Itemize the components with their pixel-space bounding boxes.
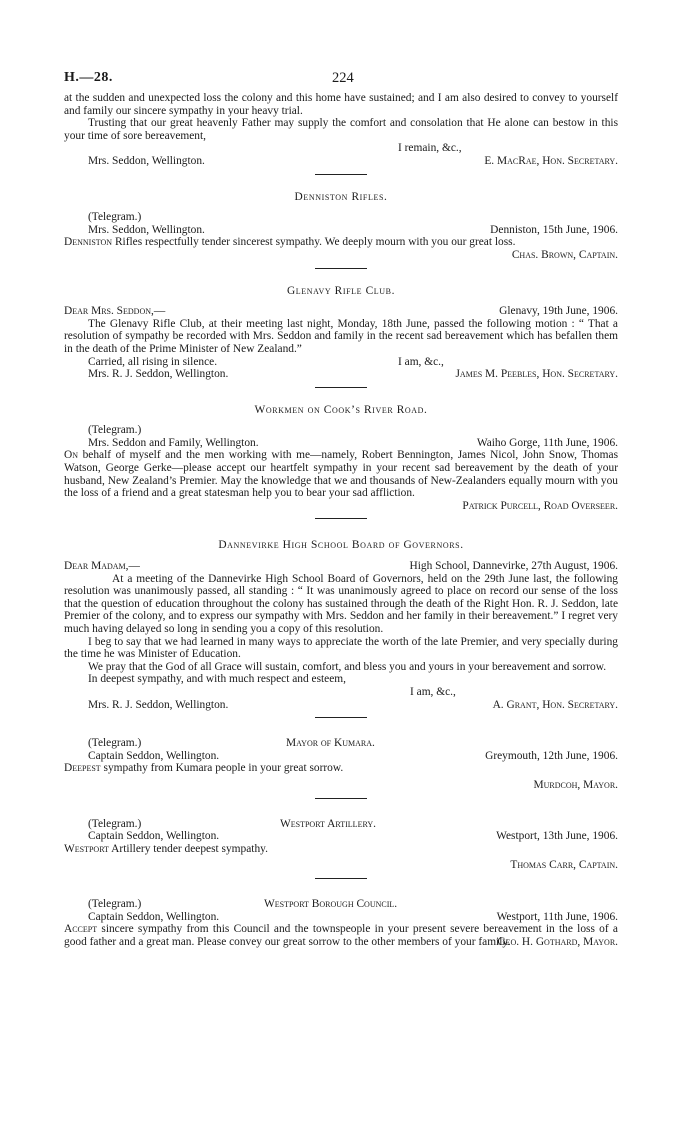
place-date: Waiho Gorge, 11th June, 1906. bbox=[476, 436, 618, 449]
place-date: High School, Dannevirke, 27th August, 1906. bbox=[409, 560, 618, 573]
letter-denniston-rifles bbox=[64, 191, 618, 269]
salutation: Dear Mrs. Seddon,— bbox=[64, 305, 166, 318]
signature: Patrick Purcell, Road Overseer. bbox=[462, 499, 618, 512]
page-number: 224 bbox=[332, 70, 354, 86]
section-title: Mayor of Kumara. bbox=[286, 737, 375, 750]
body-text: behalf of myself and the men working with me—namely, Robert Bennington, James Nicol, John Snow, Thomas Watson, George Gerke—please accept our heartfelt sympathy in your recent sad bereavement by the death of your husband, New Zealand’s Premier. May the knowledge that we and thousands of New-Zealanders equally mourn with you the loss of a friend and a great statesman help you to bear your sad affliction. bbox=[64, 449, 618, 500]
lead-word: Accept bbox=[64, 923, 98, 936]
lead-word: Westport bbox=[64, 842, 109, 855]
letter-cooks-river-road bbox=[64, 404, 618, 520]
paragraph bbox=[64, 449, 618, 499]
section-title: Westport Artillery. bbox=[280, 817, 376, 830]
addressee: Mrs. Seddon, Wellington. bbox=[88, 154, 205, 167]
section-divider bbox=[315, 268, 367, 269]
paragraph bbox=[64, 236, 618, 249]
lead-word: On bbox=[64, 449, 79, 462]
section-divider bbox=[315, 387, 367, 388]
paragraph: I beg to say that we had learned in many ways to appreciate the worth of the late Premier, and very specially during the time he was Minister of Education. bbox=[64, 635, 618, 661]
letter-dannevirke-high-school bbox=[64, 539, 618, 718]
closing: I am, &c., bbox=[410, 685, 456, 698]
signature: A. Grant, Hon. Secretary. bbox=[492, 698, 618, 711]
page-header bbox=[64, 58, 618, 92]
place-date: Westport, 11th June, 1906. bbox=[496, 910, 618, 923]
paragraph: The Glenavy Rifle Club, at their meeting last night, Monday, 18th June, passed the following motion : “ That a resolution of sympathy be recorded with Mrs. Seddon and family in the recent sad bereavement which has befallen them in the death of the Prime Minister of New Zealand.” bbox=[64, 317, 618, 355]
salutation: Dear Madam,— bbox=[64, 560, 140, 573]
report-reference: H.—28. bbox=[64, 70, 113, 85]
document-page bbox=[64, 58, 618, 948]
paragraph: at the sudden and unexpected loss the colony and this home have sustained; and I am also desired to convey to yourself and family our sincere sympathy in your heavy trial. bbox=[64, 92, 618, 117]
signature: Chas. Brown, Captain. bbox=[511, 248, 618, 261]
paragraph bbox=[64, 762, 618, 775]
body-text: Artillery tender deepest sympathy. bbox=[111, 842, 268, 855]
body-text: sincere sympathy from this Council and the townspeople in your present severe bereavement in the loss of a good father and a great man. Please convey our great sorrow to the other members of your family. bbox=[64, 923, 618, 948]
telegram-label: (Telegram.) bbox=[88, 211, 142, 224]
place-date: Glenavy, 19th June, 1906. bbox=[499, 305, 618, 318]
paragraph: At a meeting of the Dannevirke High School Board of Governors, held on the 29th June last, the following resolution was unanimously passed, all standing : “ It was unanimously agreed to place on record our sense of the loss that the question of education throughout the colony has sustained through the death of the Right Hon. R. J. Seddon, late Premier of the colony, and to express our sympathy with Mrs. Seddon and her family in their bereavement.” I regret very much having delayed so long in sending you a copy of this resolution. bbox=[64, 572, 618, 635]
signature: Geo. H. Gothard, Mayor. bbox=[497, 935, 618, 948]
section-title: Glenavy Rifle Club. bbox=[286, 284, 396, 297]
section-title: Denniston Rifles. bbox=[294, 190, 388, 203]
addressee: Captain Seddon, Wellington. bbox=[88, 830, 220, 843]
letter-mayor-of-kumara bbox=[64, 718, 618, 798]
telegram-label: (Telegram.) bbox=[88, 737, 142, 750]
section-title: Dannevirke High School Board of Governors. bbox=[218, 539, 464, 552]
letter-glenavy-rifle-club bbox=[64, 285, 618, 388]
addressee: Mrs. R. J. Seddon, Wellington. bbox=[88, 698, 229, 711]
section-divider bbox=[315, 174, 367, 175]
paragraph: We pray that the God of all Grace will sustain, comfort, and bless you and yours in your bereavement and sorrow. bbox=[88, 660, 607, 673]
addressee: Mrs. R. J. Seddon, Wellington. bbox=[88, 368, 229, 381]
signature: James M. Peebles, Hon. Secretary. bbox=[455, 368, 618, 381]
place-date: Westport, 13th June, 1906. bbox=[496, 830, 618, 843]
paragraph bbox=[64, 843, 618, 856]
section-title: Westport Borough Council. bbox=[264, 897, 398, 910]
signature: Murdcoh, Mayor. bbox=[533, 778, 618, 791]
paragraph: Trusting that our great heavenly Father may supply the comfort and consolation that He alone can bestow in this your time of sore bereavement, bbox=[64, 117, 618, 142]
signature: E. MacRae, Hon. Secretary. bbox=[484, 154, 618, 167]
addressee: Captain Seddon, Wellington. bbox=[88, 749, 220, 762]
letter-continuation bbox=[64, 92, 618, 175]
telegram-label: (Telegram.) bbox=[88, 817, 142, 830]
telegram-label: (Telegram.) bbox=[88, 897, 142, 910]
body-text: Rifles respectfully tender sincerest sympathy. We deeply mourn with you our great loss. bbox=[114, 236, 516, 249]
addressee: Mrs. Seddon and Family, Wellington. bbox=[88, 436, 259, 449]
signature: Thomas Carr, Captain. bbox=[510, 859, 618, 872]
carried-note: Carried, all rising in silence. bbox=[88, 355, 218, 368]
section-title: Workmen on Cook’s River Road. bbox=[254, 403, 428, 416]
closing: I remain, &c., bbox=[398, 142, 462, 155]
letter-westport-artillery bbox=[64, 799, 618, 879]
lead-word: Denniston bbox=[64, 236, 113, 249]
addressee: Captain Seddon, Wellington. bbox=[88, 910, 220, 923]
place-date: Greymouth, 12th June, 1906. bbox=[485, 749, 618, 762]
paragraph: In deepest sympathy, and with much respect and esteem, bbox=[88, 673, 347, 686]
place-date: Denniston, 15th June, 1906. bbox=[490, 223, 618, 236]
section-divider bbox=[315, 518, 367, 519]
telegram-label: (Telegram.) bbox=[88, 424, 142, 437]
lead-word: Deepest bbox=[64, 762, 101, 775]
letter-westport-borough-council bbox=[64, 879, 618, 948]
body-text: sympathy from Kumara people in your great sorrow. bbox=[103, 762, 344, 775]
closing: I am, &c., bbox=[398, 355, 444, 368]
addressee: Mrs. Seddon, Wellington. bbox=[88, 223, 205, 236]
